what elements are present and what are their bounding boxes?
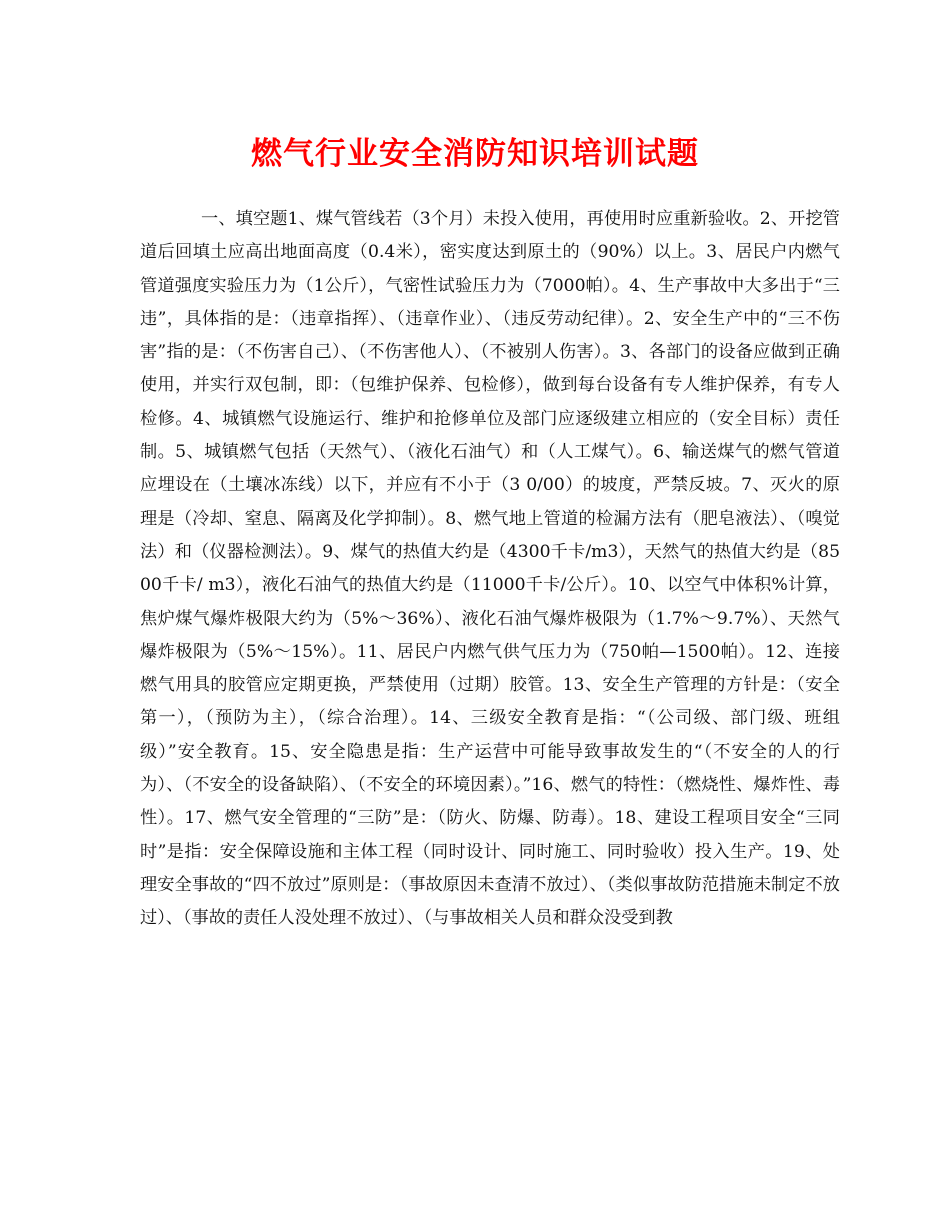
document-body: 一、填空题1、煤气管线若（3个月）未投入使用，再使用时应重新验收。2、开挖管道后回填土应高出地面高度（0.4米），密实度达到原土的（90%）以上。3、居民户内燃气管道强度实验压力为（1公斤），气密性试验压力为（7000帕）。4、生产事故中大多出于“三违”，具体指的是：（违章指挥）、（违章作业）、（违反劳动纪律）。2、安全生产中的“三不伤害”指的是：（不伤害自己）、（不伤害他人）、（不被别人伤害）。3、各部门的设备应做到正确使用，并实行双包制，即：（包维护保养、包检修），做到每台设备有专人维护保养，有专人检修。4、城镇燃气设施运行、维护和抢修单位及部门应逐级建立相应的（安全目标）责任制。5、城镇燃气包括（天然气）、（液化石油气）和（人工煤气）。6、输送煤气的燃气管道应埋设在（土壤冰冻线）以下，并应有不小于（3 0/00）的坡度，严禁反坡。7、灭火的原理是（冷却、窒息、隔离及化学抑制）。8、燃气地上管道的检漏方法有（肥皂液法）、（嗅觉法）和（仪器检测法）。9、煤气的热值大约是（4300千卡/m3），天然气的热值大约是（8500千卡/ m3），液化石油气的热值大约是（11000千卡/公斤）。10、以空气中体积%计算，焦炉煤气爆炸极限大约为（5%～36%）、液化石油气爆炸极限为（1.7%～9.7%）、天然气爆炸极限为（5%～15%）。11、居民户内燃气供气压力为（750帕—1500帕）。12、连接燃气用具的胶管应定期更换，严禁使用（过期）胶管。13、安全生产管理的方针是：（安全第一），（预防为主），（综合治理）。14、三级安全教育是指：“（公司级、部门级、班组级）”安全教育。15、安全隐患是指：生产运营中可能导致事故发生的“（不安全的人的行为）、（不安全的设备缺陷）、（不安全的环境因素）。”16、燃气的特性：（燃烧性、爆炸性、毒性）。17、燃气安全管理的“三防”是：（防火、防爆、防毒）。18、建设工程项目安全“三同时”是指：安全保障设施和主体工程（同时设计、同时施工、同时验收）投入生产。19、处理安全事故的“四不放过”原则是：（事故原因未查清不放过）、（类似事故防范措施未制定不放过）、（事故的责任人没处理不放过）、（与事故相关人员和群众没受到教 xyxy=(140,209,840,929)
page-title: 燃气行业安全消防知识培训试题 xyxy=(251,136,699,172)
